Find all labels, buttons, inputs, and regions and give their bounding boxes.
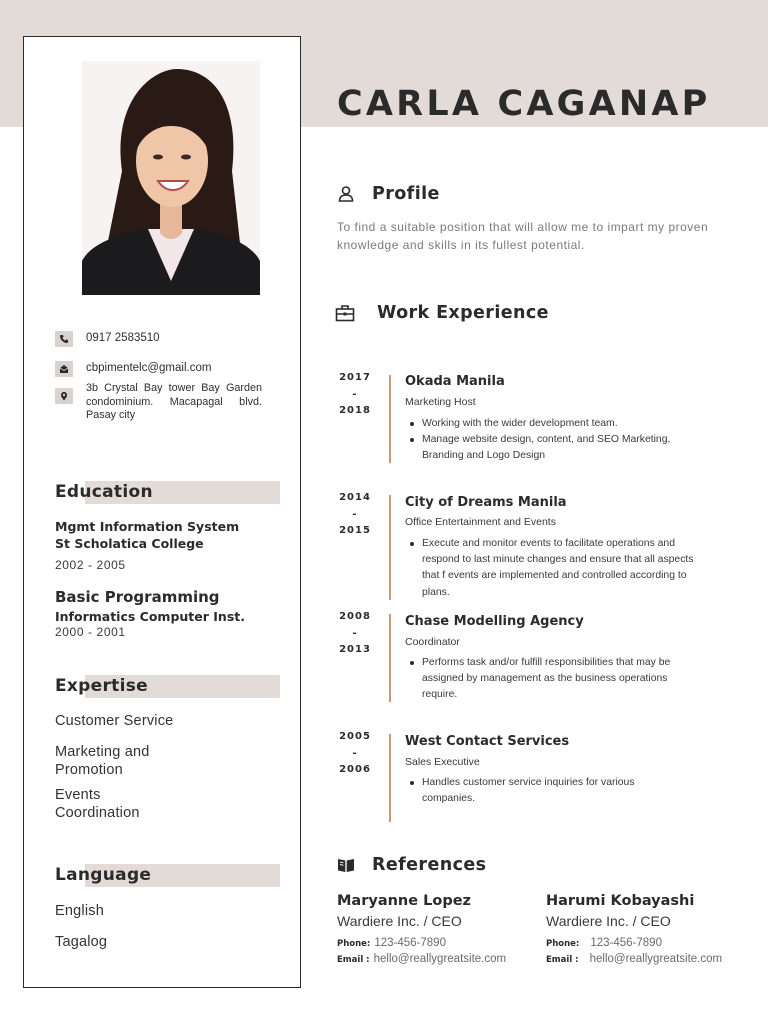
references-heading bbox=[337, 855, 486, 875]
job-end-year: 2018 bbox=[339, 405, 371, 416]
work-heading bbox=[335, 303, 549, 323]
reference-phone bbox=[337, 937, 446, 949]
education-title-2: Basic Programming bbox=[55, 588, 220, 606]
contact-email-row bbox=[55, 361, 211, 377]
education-years-2: 2000 - 2001 bbox=[55, 625, 126, 639]
job-start-year: 2005 bbox=[339, 731, 371, 742]
location-icon bbox=[55, 388, 73, 404]
profile-text: To find a suitable position that will allow me to impart my proven knowledge and skills in its fullest potential. bbox=[337, 220, 709, 252]
reference-phone-value: 123-456-7890 bbox=[374, 937, 446, 949]
job-role: Marketing Host bbox=[405, 396, 476, 408]
language-heading-label: Language bbox=[55, 865, 152, 885]
book-icon bbox=[337, 856, 355, 874]
education-school-1: St Scholatica College bbox=[55, 536, 204, 551]
education-years-1: 2002 - 2005 bbox=[55, 558, 126, 572]
job-bullet: Working with the wider development team. bbox=[405, 416, 705, 432]
education-heading bbox=[55, 481, 280, 504]
education-heading-label: Education bbox=[55, 482, 153, 502]
timeline-line bbox=[389, 375, 391, 463]
job-years bbox=[335, 370, 375, 420]
contact-phone: 0917 2583510 bbox=[86, 332, 160, 344]
job-years bbox=[335, 490, 375, 540]
job-bullets bbox=[405, 536, 700, 601]
contact-email: cbpimentelc@gmail.com bbox=[86, 362, 212, 374]
year-dash: - bbox=[352, 747, 358, 759]
expertise-heading-label: Expertise bbox=[55, 676, 148, 696]
job-company: Chase Modelling Agency bbox=[405, 614, 584, 629]
education-title-1: Mgmt Information System bbox=[55, 519, 240, 534]
job-company: City of Dreams Manila bbox=[405, 495, 567, 510]
candidate-name: CARLA CAGANAP bbox=[337, 84, 711, 124]
reference-email-value[interactable]: hello@reallygreatsite.com bbox=[373, 953, 507, 965]
job-bullets bbox=[405, 416, 705, 465]
reference-company: Wardiere Inc. / CEO bbox=[546, 913, 671, 929]
portrait-image bbox=[82, 61, 260, 295]
email-key: Email : bbox=[546, 955, 579, 965]
reference-company: Wardiere Inc. / CEO bbox=[337, 913, 462, 929]
job-bullet: Execute and monitor events to facilitate operations and respond to last minute changes and ensure that all aspects that f events are implemented and controlled according to plans. bbox=[405, 536, 700, 601]
email-key: Email : bbox=[337, 955, 370, 965]
reference-email bbox=[337, 953, 506, 965]
language-item: English bbox=[55, 903, 104, 919]
job-bullets bbox=[405, 775, 680, 807]
reference-phone bbox=[546, 937, 662, 949]
language-item: Tagalog bbox=[55, 934, 108, 950]
phone-key: Phone: bbox=[337, 939, 371, 949]
references-heading-label: References bbox=[372, 855, 487, 875]
job-start-year: 2008 bbox=[339, 611, 371, 622]
job-end-year: 2006 bbox=[339, 764, 371, 775]
job-end-year: 2013 bbox=[339, 644, 371, 655]
job-role: Sales Executive bbox=[405, 756, 480, 768]
expertise-item: Events Coordination bbox=[55, 787, 140, 821]
contact-phone-row bbox=[55, 331, 160, 347]
reference-name: Harumi Kobayashi bbox=[546, 893, 695, 909]
job-end-year: 2015 bbox=[339, 525, 371, 536]
year-dash: - bbox=[352, 388, 358, 400]
reference-email bbox=[546, 953, 722, 965]
job-bullet: Performs task and/or fulfill responsibilities that may be assigned by management as the business operations require. bbox=[405, 655, 695, 704]
expertise-item: Marketing and Promotion bbox=[55, 744, 150, 778]
reference-name: Maryanne Lopez bbox=[337, 893, 471, 909]
job-role: Coordinator bbox=[405, 636, 460, 648]
job-start-year: 2014 bbox=[339, 492, 371, 503]
job-bullet: Handles customer service inquiries for various companies. bbox=[405, 775, 680, 807]
year-dash: - bbox=[352, 627, 358, 639]
briefcase-icon bbox=[335, 304, 355, 322]
portrait-photo bbox=[82, 61, 260, 295]
email-icon bbox=[55, 361, 73, 377]
contact-address: 3b Crystal Bay tower Bay Garden condominium. Macapagal blvd. Pasay city bbox=[86, 382, 262, 421]
language-heading bbox=[55, 864, 280, 887]
job-company: Okada Manila bbox=[405, 374, 505, 389]
timeline-line bbox=[389, 495, 391, 600]
timeline-line bbox=[389, 614, 391, 702]
job-years bbox=[335, 729, 375, 779]
reference-phone-value: 123-456-7890 bbox=[590, 937, 662, 949]
job-role: Office Entertainment and Events bbox=[405, 516, 556, 528]
job-company: West Contact Services bbox=[405, 734, 570, 749]
expertise-heading bbox=[55, 675, 280, 698]
phone-icon bbox=[55, 331, 73, 347]
timeline-line bbox=[389, 734, 391, 822]
contact-address-row bbox=[55, 382, 262, 423]
year-dash: - bbox=[352, 508, 358, 520]
profile-heading bbox=[337, 184, 440, 204]
reference-email-value[interactable]: hello@reallygreatsite.com bbox=[589, 953, 723, 965]
job-bullet: Manage website design, content, and SEO Marketing, Branding and Logo Design bbox=[405, 432, 705, 464]
job-start-year: 2017 bbox=[339, 372, 371, 383]
profile-heading-label: Profile bbox=[372, 184, 440, 204]
person-icon bbox=[337, 185, 355, 203]
work-heading-label: Work Experience bbox=[377, 303, 549, 323]
job-years bbox=[335, 609, 375, 659]
job-bullets bbox=[405, 655, 695, 704]
expertise-item: Customer Service bbox=[55, 713, 174, 729]
phone-key: Phone: bbox=[546, 939, 580, 949]
education-school-2: Informatics Computer Inst. bbox=[55, 609, 245, 624]
